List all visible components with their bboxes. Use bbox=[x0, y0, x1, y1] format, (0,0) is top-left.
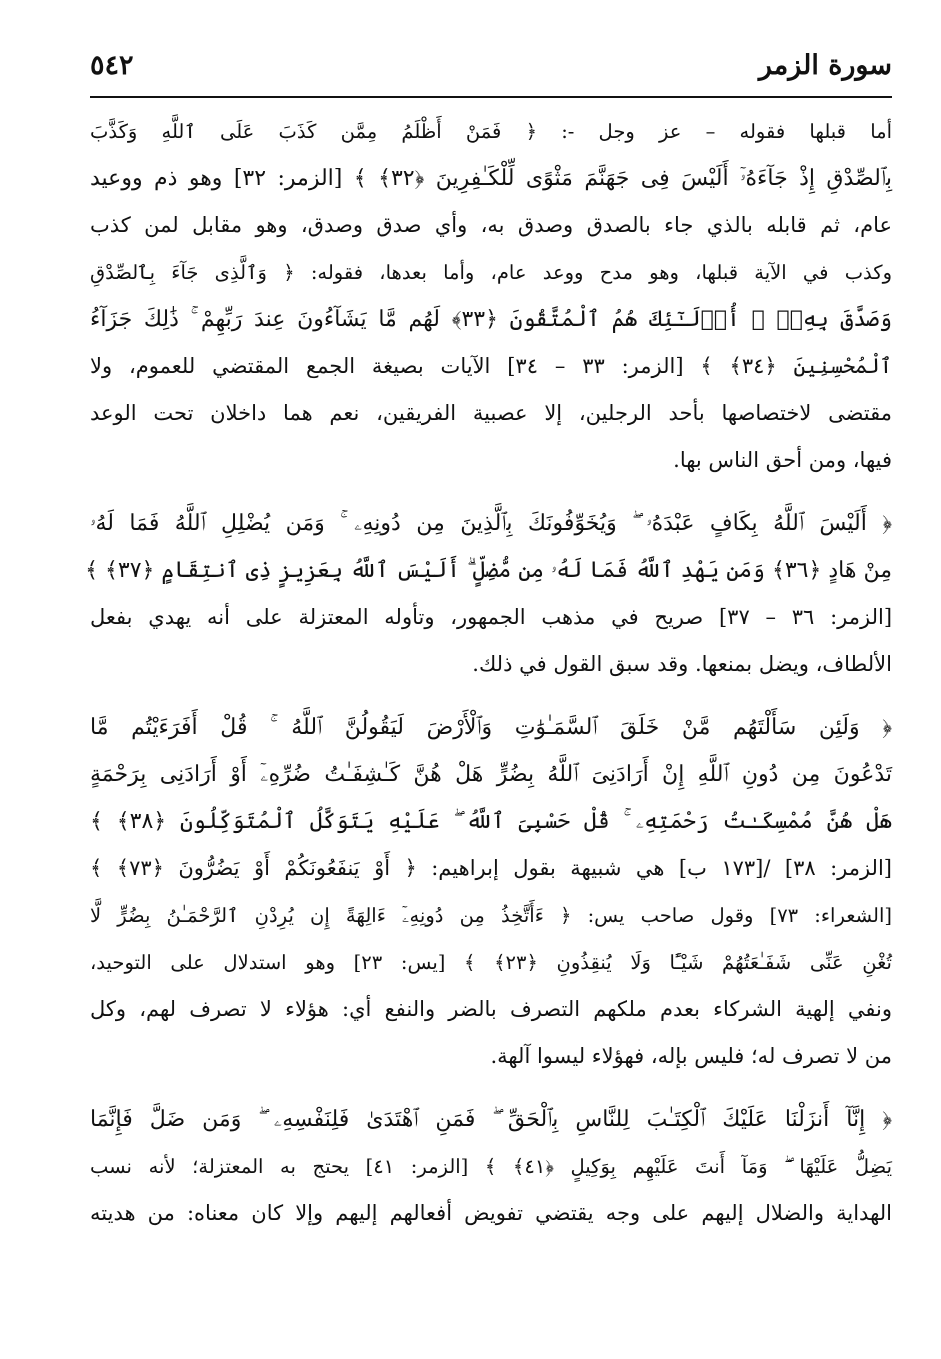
page-header bbox=[90, 44, 892, 98]
text-line: ﴿ إِنَّآ أَنزَلْنَا عَلَيْكَ ٱلْكِتَـٰبَ لِلنَّاسِ بِٱلْحَقِّ ۖ فَمَنِ ٱهْتَدَىٰ فَلِنَفْسِهِۦ ۖ وَمَن ضَلَّ فَإِنَّمَا bbox=[90, 1107, 892, 1132]
page-number: ٥٤٢ bbox=[90, 50, 134, 81]
paragraph-3 bbox=[90, 704, 892, 1080]
text-line: من لا تصرف له؛ فليس بإله، فهؤلاء ليسوا آلهة. bbox=[490, 1044, 892, 1068]
text-line: [الزمر: ٣٨] /[١٧٣ ب] هي شبيهة بقول إبراهيم: ﴿ أَوْ يَنفَعُونَكُمْ أَوْ يَضُرُّونَ ﴿٧٣﴾ ﴾ bbox=[90, 856, 892, 880]
text-line: عام، ثم قابله بالذي جاء بالصدق وصدق به، وأي صدق وصدق، وهو مقابل لمن كذب bbox=[90, 213, 892, 237]
text-line: [الزمر: ٣٦ – ٣٧] صريح في مذهب الجمهور، وتأوله المعتزلة على أنه يهدي بفعل bbox=[90, 605, 893, 629]
text-line: الألطاف، ويضل بمنعها. وقد سبق القول في ذلك. bbox=[472, 652, 892, 676]
text-line: ﴿ أَلَيْسَ ٱللَّهُ بِكَافٍ عَبْدَهُۥ ۖ وَيُخَوِّفُونَكَ بِٱلَّذِينَ مِن دُونِهِۦ ۚ وَمَن يُضْلِلِ ٱللَّهُ فَمَا لَهُۥ bbox=[90, 511, 892, 536]
text-line: ٱلْمُحْسِنِينَ ﴿٣٤﴾ ﴾ [الزمر: ٣٣ – ٣٤] الآيات بصيغة الجمع المقتضي للعموم، ولا bbox=[90, 354, 892, 378]
text-line: مقتضى لاختصاصها بأحد الرجلين، إلا عصبية الفريقين، نعم هما داخلان تحت الوعد bbox=[90, 401, 892, 425]
text-line: يَضِلُّ عَلَيْهَا ۖ وَمَآ أَنتَ عَلَيْهِم بِوَكِيلٍ ﴿٤١﴾ ﴾ [الزمر: ٤١] يحتج به المعتزلة؛ لأنه نسب bbox=[90, 1155, 892, 1178]
text-line: ﴿ وَلَئِن سَأَلْتَهُم مَّنْ خَلَقَ ٱلسَّمَـٰوَٰتِ وَٱلْأَرْضَ لَيَقُولُنَّ ٱللَّهُ ۚ قُلْ أَفَرَءَيْتُم مَّا bbox=[90, 715, 892, 740]
text-line: [الشعراء: ٧٣] وقول صاحب يس: ﴿ ءَأَتَّخِذُ مِن دُونِهِۦٓ ءَالِهَةً إِن يُرِدْنِ ٱلرَّحْمَـٰنُ بِضُرٍّ لَّا bbox=[90, 904, 892, 927]
text-line: بِٱلصِّدْقِ إِذْ جَآءَهُۥٓ أَلَيْسَ فِى جَهَنَّمَ مَثْوًى لِّلْكَـٰفِرِينَ ﴿٣٢﴾ ﴾ [الزمر: ٣٢] وهو ذم ووعيد bbox=[90, 166, 892, 191]
paragraph-2 bbox=[85, 500, 893, 688]
text-line: الهداية والضلال إليهم على وجه يقتضي تفويض أفعالهم إليهم وإلا كان معناه: من هديته bbox=[90, 1201, 892, 1225]
text-line: وَصَدَّقَ بِهِۦٓ ۙ أُو۟لَـٰٓئِكَ هُمُ ٱلْمُتَّقُونَ ﴿٣٣﴾ لَهُم مَّا يَشَآءُونَ عِندَ رَبِّهِمْ ۚ ذَٰلِكَ جَزَآءُ bbox=[90, 307, 892, 332]
page-body bbox=[85, 108, 893, 1253]
text-line: تَدْعُونَ مِن دُونِ ٱللَّهِ إِنْ أَرَادَنِىَ ٱللَّهُ بِضُرٍّ هَلْ هُنَّ كَـٰشِفَـٰتُ ضُرِّهِۦٓ أَوْ أَرَادَنِى بِرَحْمَةٍ bbox=[90, 762, 892, 787]
text-line: هَلْ هُنَّ مُمْسِكَـٰتُ رَحْمَتِهِۦ ۚ قُلْ حَسْبِىَ ٱللَّهُ ۖ عَلَيْهِ يَتَوَكَّلُ ٱلْمُتَوَكِّلُونَ ﴿٣٨﴾ ﴾ bbox=[90, 809, 893, 834]
text-line: مِنْ هَادٍ ﴿٣٦﴾ وَمَن يَهْدِ ٱللَّهُ فَمَا لَهُۥ مِن مُّضِلٍّ ۗ أَلَيْسَ ٱللَّهُ بِعَزِيزٍ ذِى ٱنتِقَامٍ ﴿٣٧﴾ ﴾ bbox=[85, 558, 892, 583]
paragraph-4 bbox=[90, 1096, 892, 1237]
surah-title: سورة الزمر bbox=[758, 50, 892, 81]
text-line: وكذب في الآية قبلها، وهو مدح ووعد عام، وأما بعدها، فقوله: ﴿ وَٱلَّذِى جَآءَ بِٱلصِّدْقِ bbox=[90, 261, 892, 284]
text-line: فيها، ومن أحق الناس بها. bbox=[673, 448, 892, 472]
text-line: أما قبلها فقوله – عز وجل -: ﴿ فَمَنْ أَظْلَمُ مِمَّن كَذَبَ عَلَى ٱللَّهِ وَكَذَّبَ bbox=[90, 120, 892, 143]
text-line: تُغْنِ عَنِّى شَفَـٰعَتُهُمْ شَيْـًٔا وَلَا يُنقِذُونِ ﴿٢٣﴾ ﴾ [يس: ٢٣] وهو استدلال على التوحيد، bbox=[90, 951, 892, 974]
text-line: ونفي إلهية الشركاء بعدم ملكهم التصرف بالضر والنفع أي: هؤلاء لا تصرف لهم، وكل bbox=[90, 997, 892, 1021]
paragraph-1 bbox=[90, 108, 892, 484]
